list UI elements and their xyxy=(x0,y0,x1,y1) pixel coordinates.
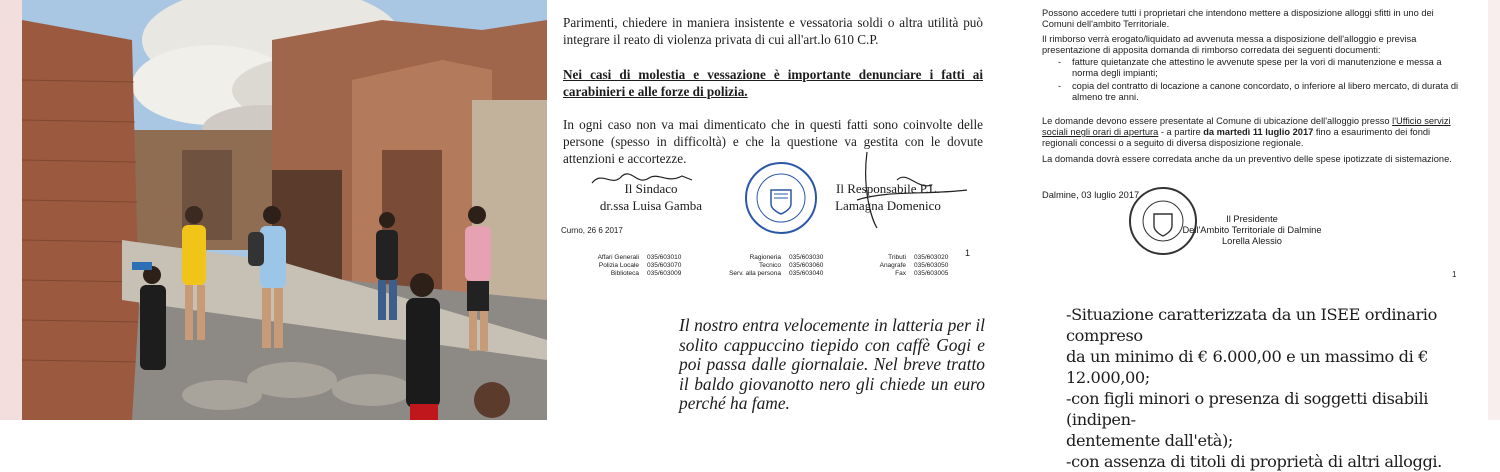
president-signature xyxy=(1172,214,1332,247)
contact-number: 035/603010 xyxy=(647,254,682,261)
contact-label: Biblioteca xyxy=(610,270,639,277)
paragraph-violence: Parimenti, chiedere in maniera insistente e vessatoria soldi o altra utilità può integrare il reato di violenza privata di cui all'art.lo 610 C.P. xyxy=(563,15,983,47)
pompeii-street-photo xyxy=(22,0,547,420)
mayor-signature xyxy=(561,180,741,214)
italic-story-text: Il nostro entra velocemente in latteria per il solito cappuccino tiepido con caffè Gogi e poi passa dalle giornalaie. Nel breve tratto il baldo giovanotto nero gli chiede un euro perché ha fame. xyxy=(679,315,985,413)
president-name: Lorella Alessio xyxy=(1222,236,1282,246)
paragraph-refund: Il rimborso verrà erogato/liquidato ad avvenuta messa a disposizione dell'alloggio e previsa presentazione di apposita domanda di rimborso corredata dei seguenti documenti: xyxy=(1042,34,1417,55)
right-margin-bar xyxy=(1488,0,1500,420)
president-org: Dell'Ambito Territoriale di Dalmine xyxy=(1182,225,1322,235)
office-link-text: l'Ufficio servizi sociali negli orari di apertura xyxy=(1042,116,1451,137)
contact-number: 035/603005 xyxy=(914,270,949,277)
documents-list xyxy=(1058,57,1468,105)
pompeii-street-photo-icon xyxy=(22,0,547,420)
contact-label: Fax xyxy=(895,270,906,277)
applications-text-mid: - a partire xyxy=(1158,127,1204,137)
contact-label: Polizia Locale xyxy=(598,262,639,269)
contact-label: Anagrafe xyxy=(879,262,906,269)
contact-label: Tecnico xyxy=(758,262,781,269)
contact-number: 035/603060 xyxy=(789,262,824,269)
dalmine-notice-document xyxy=(1022,0,1488,471)
requirement-line: -Situazione caratterizzata da un ISEE ordinario compreso xyxy=(1066,305,1437,345)
contact-label: Tributi xyxy=(888,254,906,261)
contact-number: 035/603020 xyxy=(914,254,949,261)
mayor-role: Il Sindaco xyxy=(624,181,678,196)
applications-text-end: fino a esaurimento dei fondi regionali concessi o a seguito di diversa disposizione regionale. xyxy=(1042,127,1431,148)
paragraph-care: In ogni caso non va mai dimenticato che in questi fatti sono coinvolte delle persone (spesso in difficoltà) e che la questione va gestita con le dovute attenzioni e accortezze. xyxy=(563,117,983,166)
left-margin-bar xyxy=(0,0,22,420)
contact-number: 035/603070 xyxy=(647,262,682,269)
contact-number: 035/603030 xyxy=(789,254,824,261)
president-role: Il Presidente xyxy=(1226,214,1278,224)
list-item: - fatture quietanzate che attestino le avvenute spese per la vori di manutenzione e messa a norma degli impianti; xyxy=(1058,57,1468,79)
paragraph-report: Nei casi di molestia e vessazione è importante denunciare i fatti ai carabinieri e alle forze di polizia. xyxy=(563,67,983,99)
start-date-text: da martedì 11 luglio 2017 xyxy=(1203,127,1314,137)
requirement-line: -con assenza di titoli di proprietà di altri alloggi. xyxy=(1066,452,1442,471)
contacts-group xyxy=(846,254,948,278)
contact-number: 035/603050 xyxy=(914,262,949,269)
list-item: - copia del contratto di locazione a canone concordato, o inferiore al libero mercato, di durata di almeno tre anni. xyxy=(1058,81,1468,103)
place-date: Curno, 26 6 2017 xyxy=(561,226,623,235)
paragraph-applications xyxy=(1042,116,1466,149)
contact-label: Ragioneria xyxy=(749,254,781,261)
requirement-line: da un minimo di € 6.000,00 e un massimo di € 12.000,00; xyxy=(1066,347,1429,387)
contacts-group xyxy=(701,254,823,278)
police-name: Lamagna Domenico xyxy=(835,198,941,213)
paragraph-owners: Possono accedere tutti i proprietari che intendono mettere a disposizione alloggi sfitti in uno dei Comuni dell'ambito Territoriale. xyxy=(1042,8,1434,29)
page-number: 1 xyxy=(965,248,971,258)
mayor-name: dr.ssa Luisa Gamba xyxy=(599,198,703,213)
requirement-line: dentemente dall'età); xyxy=(1066,431,1233,450)
contacts-group xyxy=(561,254,681,278)
police-role: Il Responsabile P.L. xyxy=(836,181,940,196)
applications-text: Le domande devono essere presentate al Comune di ubicazione dell'alloggio presso xyxy=(1042,116,1390,126)
notice-date: Dalmine, 03 luglio 2017 xyxy=(1042,190,1140,200)
page-number: 1 xyxy=(1452,270,1457,279)
contact-label: Affari Generali xyxy=(597,254,639,261)
police-signature-icon xyxy=(837,150,977,230)
contact-label: Serv. alla persona xyxy=(729,270,781,277)
requirement-line: -con figli minori o presenza di soggetti disabili (indipen- xyxy=(1066,389,1429,429)
contact-number: 035/603009 xyxy=(647,270,682,277)
signature-row xyxy=(547,168,1002,228)
contacts-table xyxy=(561,254,971,284)
paragraph-estimate: La domanda dovrà essere corredata anche da un preventivo delle spese ipotizzate di sistemazione. xyxy=(1042,154,1452,164)
requirements-text xyxy=(1066,304,1488,472)
curno-letter-document xyxy=(547,0,1002,420)
contact-number: 035/603040 xyxy=(789,270,824,277)
